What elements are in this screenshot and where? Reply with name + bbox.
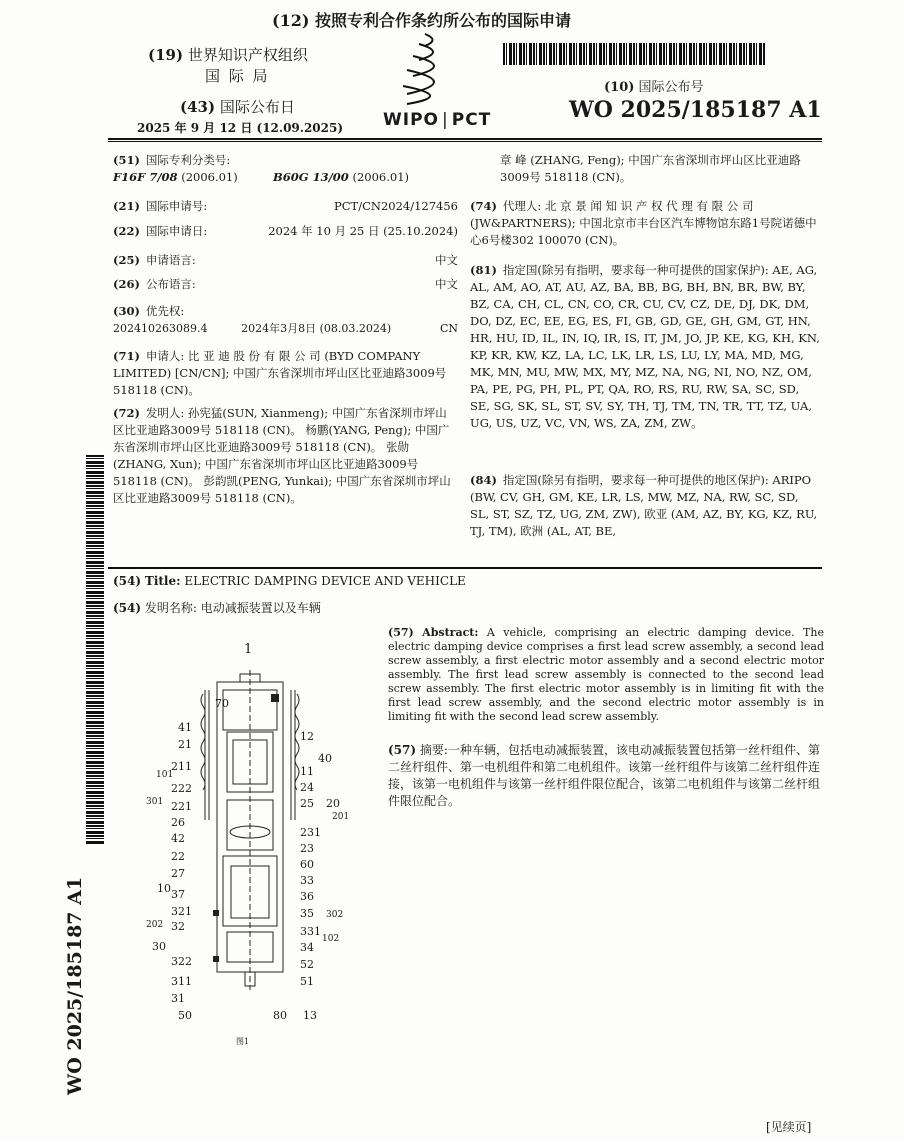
wipo-pct-mark: WIPO | PCT xyxy=(383,110,492,130)
publication-date-value: 2025 年 9 月 12 日 (12.09.2025) xyxy=(137,121,344,135)
figure-label: 40 xyxy=(318,752,332,765)
title-en: (54) Title: ELECTRIC DAMPING DEVICE AND VEHICLE xyxy=(113,574,466,588)
field-26-publication-language: (26) 公布语言: 中文 xyxy=(113,277,458,291)
figure-label: 322 xyxy=(171,955,192,968)
field-30-priority: (30) 优先权: 202410263089.4 2024年3月8日 (08.03.2024) CN xyxy=(113,304,458,335)
figure-label: 23 xyxy=(300,842,314,855)
publication-number: WO 2025/185187 A1 xyxy=(569,97,822,123)
figure-label: 211 xyxy=(171,760,192,773)
figure-label: 70 xyxy=(215,697,229,710)
figure-label: 21 xyxy=(178,738,192,751)
bureau-name: 国 际 局 xyxy=(205,67,270,85)
field-22-filing-date: (22) 国际申请日: 2024 年 10 月 25 日 (25.10.2024) xyxy=(113,224,458,238)
figure-label: 202 xyxy=(146,920,164,930)
figure-label: 12 xyxy=(300,730,314,743)
figure-label: 51 xyxy=(300,975,314,988)
abstract-zh: (57) 摘要:一种车辆，包括电动减振装置，该电动减振装置包括第一丝杆组件、第二丝杆组件、第一电机组件和第二电机组件。该第一丝杆组件与该第二丝杆组件连接，该第一电机组件与该第一丝杆组件限位配合，该第二电机组件与该第二丝杆组件限位配合。 xyxy=(388,743,821,808)
figure-label: 13 xyxy=(303,1009,317,1022)
publication-date-label: (43) 国际公布日 xyxy=(180,98,295,116)
header-divider-thin xyxy=(108,141,822,142)
figure-label: 231 xyxy=(300,826,321,839)
field-51-ipc: (51) 国际专利分类号: F16F 7/08 (2006.01) B60G 13/00 (2006.01) xyxy=(113,153,409,184)
field-81-designated-states: (81) 指定国(除另有指明，要求每一种可提供的国家保护): AE, AG, AL, AM, AO, AT, AU, AZ, BA, BB, BG, BH, BN, BR, BW, BY, BZ, CA, CH, CL, CN, CO, CR, CU, CV, CZ, DE, DJ, DK, DM, DO, DZ, EC, EE, EG, ES, FI, GB, GD, GE, GH, GM, GT, HN, HR, HU, ID, IL, IN, IQ, IR, IS, IT, JM, JO, JP, KE, KG, KH, KN, KP, KR, KW, KZ, LA, LC, LK, LR, LS, LU, LY, MA, MD, MG, MK, MN, MU, MW, MX, MY, MZ, NA, NG, NI, NO, NZ, OM, PA, PE, PG, PH, PL, PT, QA, RO, RS, RU, RW, SA, SC, SD, SE, SG, SK, SL, ST, SV, SY, TH, TJ, TM, TN, TR, TT, TZ, UA, UG, US, UZ, VC, VN, WS, ZA, ZM, ZW。 xyxy=(470,263,820,430)
figure-label: 22 xyxy=(171,850,185,863)
header-divider xyxy=(108,138,822,140)
figure-label: 24 xyxy=(300,781,314,794)
figure-label: 11 xyxy=(300,765,314,778)
figure-label: 331 xyxy=(300,925,321,938)
figure-caption: 图1 xyxy=(236,1037,250,1046)
wipo-logo-icon xyxy=(395,30,465,108)
figure-label: 10 xyxy=(157,882,171,895)
figure-label: 321 xyxy=(171,905,192,918)
figure-label: 32 xyxy=(171,920,185,933)
side-publication-number: WO 2025/185187 A1 xyxy=(64,876,86,1096)
figure-label: 30 xyxy=(152,940,166,953)
figure-label: 302 xyxy=(326,910,344,920)
document-type-heading: (12) 按照专利合作条约所公布的国际申请 xyxy=(272,11,571,30)
figure-label: 34 xyxy=(300,941,314,954)
field-71-applicant: (71) 申请人: 比 亚 迪 股 份 有 限 公 司 (BYD COMPANY LIMITED) [CN/CN]; 中国广东省深圳市坪山区比亚迪路3009号 518118 (CN)。 xyxy=(113,349,447,397)
figure-label: 27 xyxy=(171,867,185,880)
figure-label: 50 xyxy=(178,1009,192,1022)
field-84-regional-states: (84) 指定国(除另有指明，要求每一种可提供的地区保护): ARIPO (BW, CV, GH, GM, KE, LR, LS, MW, MZ, NA, RW, SC, SD, SL, ST, SZ, TZ, UG, ZM, ZW), 欧亚 (AM, AZ, BY, KG, KZ, RU, TJ, TM), 欧洲 (AL, AT, BE, xyxy=(470,473,818,538)
figure-label: 80 xyxy=(273,1009,287,1022)
barcode-side xyxy=(86,455,104,845)
figure-label: 222 xyxy=(171,782,192,795)
field-25-filing-language: (25) 申请语言: 中文 xyxy=(113,253,458,267)
figure-label: 25 xyxy=(300,797,314,810)
figure-label: 20 xyxy=(326,797,340,810)
continued-marker: [见续页] xyxy=(766,1120,812,1134)
inventor-continuation: 章 峰 (ZHANG, Feng); 中国广东省深圳市坪山区比亚迪路3009号 518118 (CN)。 xyxy=(500,153,801,184)
publication-number-label: (10) 国际公布号 xyxy=(604,80,704,95)
figure-label: 101 xyxy=(156,770,174,780)
abstract-en: (57) Abstract: A vehicle, comprising an electric damping device. The electric damping device comprises a first lead screw assembly, a second lead screw assembly, a first electric motor assembly and a second electric motor assembly. The first lead screw assembly is connected to the second lead screw assembly. The first electric motor assembly is in limiting fit with the first lead screw assembly, and the second electric motor assembly is in limiting fit with the second lead screw assembly. xyxy=(388,626,824,723)
organization-name: (19) 世界知识产权组织 xyxy=(148,46,308,64)
figure-label: 311 xyxy=(171,975,192,988)
figure-label: 60 xyxy=(300,858,314,871)
figure-label: 102 xyxy=(322,934,340,944)
barcode-top xyxy=(503,43,765,65)
figure-label: 301 xyxy=(146,797,164,807)
figure-label: 41 xyxy=(178,721,192,734)
figure-label: 37 xyxy=(171,888,185,901)
field-72-inventors: (72) 发明人: 孙宪猛(SUN, Xianmeng); 中国广东省深圳市坪山区比亚迪路3009号 518118 (CN)。 杨鹏(YANG, Peng); 中国广东省深圳市坪山区比亚迪路3009号 518118 (CN)。 张勋 (ZHANG, Xun); 中国广东省深圳市坪山区比亚迪路3009号 518118 (CN)。 彭韵凯(PENG, Yunkai); 中国广东省深圳市坪山区比亚迪路3009号 518118 (CN)。 xyxy=(113,406,451,505)
title-divider xyxy=(108,567,822,569)
figure-label: 26 xyxy=(171,816,185,829)
field-21-application-number: (21) 国际申请号: PCT/CN2024/127456 xyxy=(113,199,458,213)
figure-label: 221 xyxy=(171,800,192,813)
figure-label: 33 xyxy=(300,874,314,887)
figure-label: 42 xyxy=(171,832,185,845)
figure-label: 35 xyxy=(300,907,314,920)
title-zh: (54) 发明名称: 电动减振装置以及车辆 xyxy=(113,601,321,615)
figure-label: 36 xyxy=(300,890,314,903)
field-74-agent: (74) 代理人: 北 京 景 闻 知 识 产 权 代 理 有 限 公 司 (JW&PARTNERS); 中国北京市丰台区汽车博物馆东路1号院诺德中心6号楼302 100070 (CN)。 xyxy=(470,199,817,247)
figure-number: 1 xyxy=(244,642,253,657)
figure-label: 201 xyxy=(332,812,350,822)
figure-label: 52 xyxy=(300,958,314,971)
figure-label: 31 xyxy=(171,992,185,1005)
